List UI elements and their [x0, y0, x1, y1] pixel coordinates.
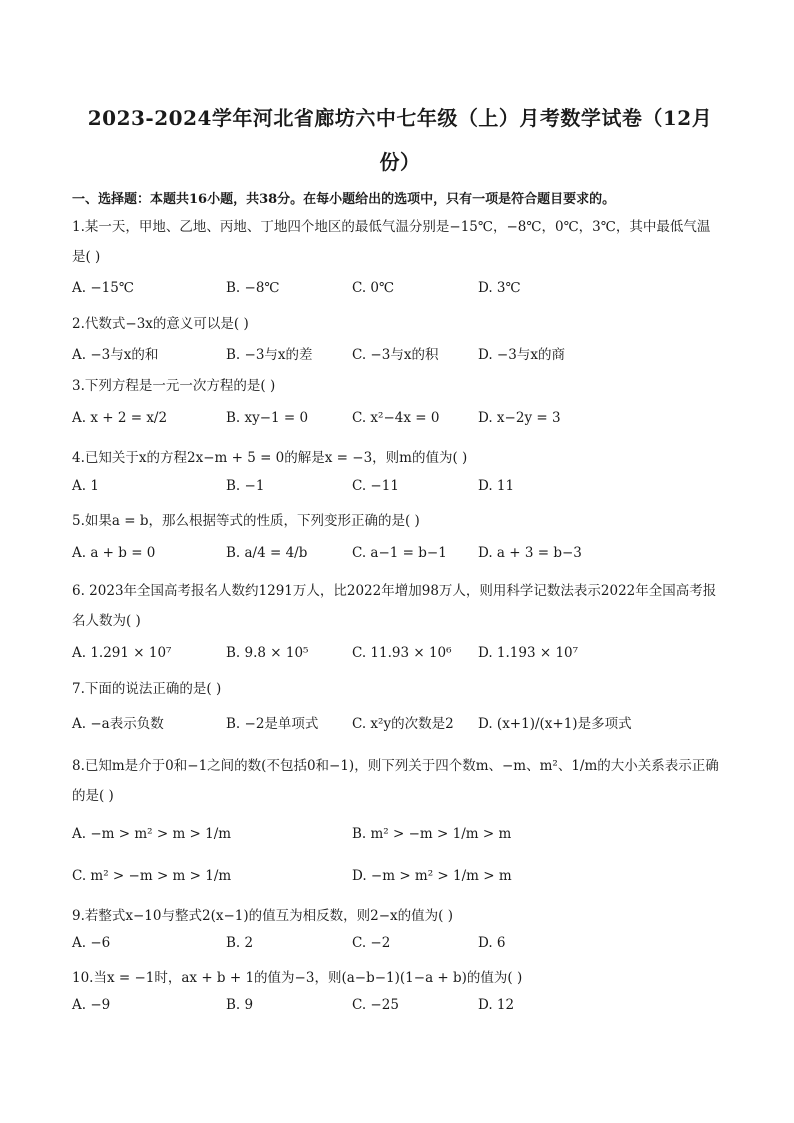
option-a: A. −a表示负数 [72, 716, 164, 732]
question-5: 5.如果a = b，那么根据等式的性质，下列变形正确的是( ) [72, 513, 420, 529]
option-c: C. x²−4x = 0 [352, 410, 440, 426]
option-c: C. 0℃ [352, 280, 395, 296]
question-stem: 1.某一天，甲地、乙地、丙地、丁地四个地区的最低气温分别是−15℃，−8℃，0℃，3℃，其中最低气温 [72, 219, 711, 235]
option-b: B. −1 [226, 478, 265, 494]
option-a: A. −6 [72, 935, 111, 951]
question-3: 3.下列方程是一元一次方程的是( ) [72, 378, 276, 394]
option-b: B. 9.8 × 10⁵ [226, 645, 309, 661]
question-10: 10.当x = −1时，ax + b + 1的值为−3，则(a−b−1)(1−a + b)的值为( ) [72, 970, 523, 986]
option-d: D. 1.193 × 10⁷ [478, 645, 579, 661]
option-c: C. −11 [352, 478, 399, 494]
page-title [70, 96, 730, 184]
question-4: 4.已知关于x的方程2x−m + 5 = 0的解是x = −3，则m的值为( ) [72, 450, 468, 466]
option-d: D. 12 [478, 997, 515, 1013]
question-7: 7.下面的说法正确的是( ) [72, 681, 222, 697]
question-stem-continued: 名人数为( ) [72, 613, 141, 629]
question-1 [72, 212, 732, 272]
option-c: C. x²y的次数是2 [352, 716, 454, 732]
option-c: C. m² > −m > m > 1/m [72, 868, 232, 884]
option-c: C. 11.93 × 10⁶ [352, 645, 452, 661]
question-9: 9.若整式x−10与整式2(x−1)的值互为相反数，则2−x的值为( ) [72, 908, 453, 924]
option-a: A. −9 [72, 997, 111, 1013]
question-stem-continued: 的是( ) [72, 788, 114, 804]
option-b: B. −3与x的差 [226, 347, 313, 363]
question-stem-continued: 是( ) [72, 249, 101, 265]
option-b: B. −2是单项式 [226, 716, 319, 732]
option-b: B. 9 [226, 997, 254, 1013]
option-c: C. a−1 = b−1 [352, 545, 447, 561]
option-c: C. −25 [352, 997, 399, 1013]
section-heading: 一、选择题：本题共16小题，共38分。在每小题给出的选项中，只有一项是符合题目要求的。 [72, 192, 616, 207]
option-d: D. 3℃ [478, 280, 521, 296]
question-8 [72, 751, 732, 811]
option-d: D. a + 3 = b−3 [478, 545, 582, 561]
option-d: D. x−2y = 3 [478, 410, 561, 426]
option-b: B. a/4 = 4/b [226, 545, 308, 561]
option-a: A. −3与x的和 [72, 347, 159, 363]
option-d: D. (x+1)/(x+1)是多项式 [478, 716, 632, 732]
option-a: A. −15℃ [72, 280, 134, 296]
option-d: D. 11 [478, 478, 515, 494]
option-c: C. −3与x的积 [352, 347, 439, 363]
option-d: D. −m > m² > 1/m > m [352, 868, 512, 884]
option-b: B. xy−1 = 0 [226, 410, 309, 426]
option-a: A. −m > m² > m > 1/m [72, 826, 232, 842]
option-a: A. 1.291 × 10⁷ [72, 645, 172, 661]
question-stem: 6. 2023年全国高考报名人数约1291万人，比2022年增加98万人，则用科学记数法表示2022年全国高考报 [72, 583, 717, 599]
question-6 [72, 576, 732, 636]
option-a: A. 1 [72, 478, 99, 494]
option-b: B. −8℃ [226, 280, 280, 296]
option-a: A. x + 2 = x/2 [72, 410, 168, 426]
option-d: D. −3与x的商 [478, 347, 565, 363]
option-c: C. −2 [352, 935, 391, 951]
option-b: B. m² > −m > 1/m > m [352, 826, 512, 842]
option-d: D. 6 [478, 935, 506, 951]
option-b: B. 2 [226, 935, 254, 951]
option-a: A. a + b = 0 [72, 545, 156, 561]
question-stem: 8.已知m是介于0和−1之间的数(不包括0和−1)，则下列关于四个数m、−m、m²、1/m的大小关系表示正确 [72, 758, 719, 774]
title-line-2: 份） [379, 150, 421, 174]
question-2: 2.代数式−3x的意义可以是( ) [72, 316, 249, 332]
title-line-1: 2023-2024学年河北省廊坊六中七年级（上）月考数学试卷（12月 [87, 106, 713, 130]
